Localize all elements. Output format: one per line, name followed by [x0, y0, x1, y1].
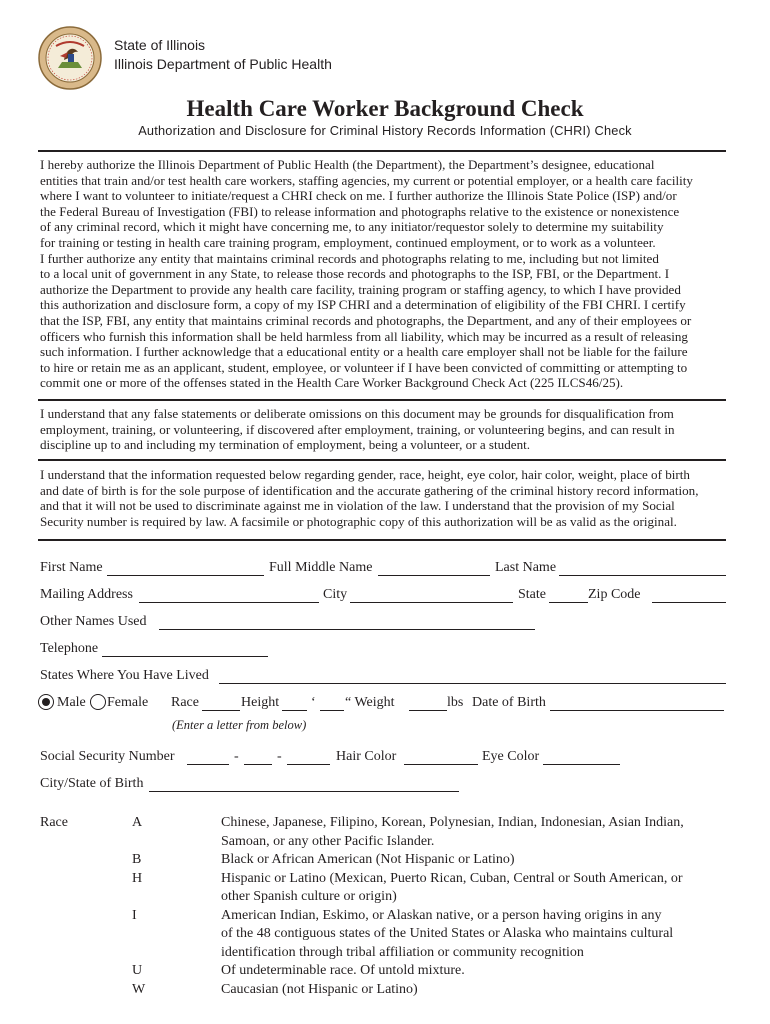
race-description-line: Hispanic or Latino (Mexican, Puerto Rican, Cuban, Central or South American, or — [221, 870, 683, 886]
first-name-label: First Name — [40, 560, 103, 575]
identification-paragraph — [40, 467, 728, 529]
paragraph-line: I hereby authorize the Illinois Department of Public Health (the Department), the Department’s designee, educational — [40, 157, 655, 172]
weight-field[interactable] — [409, 710, 447, 711]
race-description-line: other Spanish culture or origin) — [221, 889, 397, 904]
authorization-paragraph — [40, 157, 728, 391]
zip-label: Zip Code — [588, 587, 641, 602]
paragraph-line: I understand that any false statements or deliberate omissions on this document may be grounds for disqualification from — [40, 406, 674, 421]
ssn-part2-field[interactable] — [244, 764, 272, 765]
department-name: Illinois Department of Public Health — [114, 56, 332, 72]
race-description-line: Black or African American (Not Hispanic or Latino) — [221, 852, 515, 867]
race-label: Race — [171, 695, 199, 710]
middle-name-label: Full Middle Name — [269, 560, 373, 575]
ssn-row — [40, 749, 730, 769]
race-code: B — [132, 852, 142, 867]
last-name-label: Last Name — [495, 560, 557, 575]
other-names-label: Other Names Used — [40, 614, 147, 629]
female-radio[interactable] — [90, 694, 106, 710]
ssn-dash: - — [277, 749, 282, 764]
paragraph-line: entities that train and/or test health care workers, staffing agencies, my current or potential employer, or a health care facility — [40, 172, 693, 188]
agency-block — [114, 36, 332, 74]
selected-dot — [42, 698, 50, 706]
race-description — [221, 870, 721, 907]
divider — [38, 150, 726, 152]
state-name: State of Illinois — [114, 37, 206, 53]
race-description — [221, 851, 721, 870]
paragraph-line: that the ISP, FBI, any entity that maintains criminal records and photographs, the Department, and any of their employees or — [40, 312, 692, 328]
states-lived-row — [40, 668, 730, 688]
male-radio[interactable] — [38, 694, 54, 710]
page-title: Health Care Worker Background Check — [186, 96, 584, 121]
race-description-line: Chinese, Japanese, Filipino, Korean, Polynesian, Indian, Indonesian, Asian Indian, — [221, 815, 684, 830]
female-label: Female — [107, 695, 149, 710]
telephone-label: Telephone — [40, 641, 99, 656]
paragraph-line: of any criminal record, which it might have concerning me, to any initiator/requestor solely to determine my suitability — [40, 219, 664, 235]
divider — [38, 459, 726, 461]
ssn-part1-field[interactable] — [187, 764, 229, 765]
state-field[interactable] — [549, 602, 588, 603]
paragraph-line: where I want to volunteer to initiate/request a CHRI check on me. I further authorize the Illinois State Police (ISP) and/or — [40, 188, 677, 204]
race-code: A — [132, 815, 143, 830]
race-description-line: Caucasian (not Hispanic or Latino) — [221, 981, 418, 997]
ssn-dash: - — [234, 749, 239, 764]
paragraph-line: officers who furnish this information shall be held harmless from all liability, which may be incurred as a result of releasing — [40, 328, 688, 344]
name-row — [40, 560, 730, 580]
divider — [38, 399, 726, 401]
mailing-address-label: Mailing Address — [40, 587, 133, 602]
race-description — [221, 814, 721, 851]
state-label: State — [518, 587, 546, 602]
states-lived-field[interactable] — [219, 683, 726, 684]
paragraph-line: and date of birth is for the sole purpose of identification and the accurate gathering of the criminal history record information, — [40, 482, 699, 498]
race-code: W — [132, 981, 146, 997]
other-names-row — [40, 614, 730, 634]
height-label: Height — [241, 695, 280, 710]
paragraph-line: Security number is required by law. A facsimile or photographic copy of this authorization will be as valid as the original. — [40, 513, 677, 529]
zip-field[interactable] — [652, 602, 726, 603]
race-description-line: Samoan, or any other Pacific Islander. — [221, 833, 435, 849]
paragraph-line: this authorization and disclosure form, a copy of my ISP CHRI and a determination of eligibility of the FBI CHRI. I certify — [40, 297, 686, 313]
dob-field[interactable] — [550, 710, 724, 711]
document-header — [38, 26, 738, 96]
race-code: H — [132, 870, 143, 886]
city-label: City — [323, 587, 348, 602]
other-names-field[interactable] — [159, 629, 535, 630]
page-subtitle: Authorization and Disclosure for Criminal History Records Information (CHRI) Check — [138, 123, 632, 138]
state-seal-icon — [38, 26, 102, 90]
birthplace-label: City/State of Birth — [40, 776, 144, 791]
states-lived-label: States Where You Have Lived — [40, 668, 209, 683]
male-label: Male — [57, 695, 86, 710]
mailing-address-field[interactable] — [139, 602, 319, 603]
height-feet-field[interactable] — [282, 710, 307, 711]
telephone-field[interactable] — [102, 656, 268, 657]
paragraph-line: employment, training, or volunteering, if discovered after employment, training, or volunteering begins, and can result in — [40, 421, 675, 437]
feet-mark: ‘ — [311, 695, 316, 710]
paragraph-line: I understand that the information requested below regarding gender, race, height, eye color, hair color, weight, place of birth — [40, 467, 690, 482]
hair-color-label: Hair Color — [336, 749, 397, 764]
hair-color-field[interactable] — [404, 764, 478, 765]
height-inches-field[interactable] — [320, 710, 344, 711]
demographics-row — [40, 695, 730, 715]
eye-color-field[interactable] — [543, 764, 620, 765]
paragraph-line: to hire or retain me as an applicant, student, employee, or volunteer if I have been convicted of committing or attempting to — [40, 359, 688, 375]
ssn-part3-field[interactable] — [287, 764, 330, 765]
city-field[interactable] — [350, 602, 513, 603]
paragraph-line: and that it will not be used to discriminate against me in violation of the law. I understand that the provision of my Social — [40, 498, 675, 514]
divider — [38, 539, 726, 541]
race-description-line: Of undeterminable race. Of untold mixture. — [221, 963, 465, 978]
race-code: U — [132, 963, 143, 978]
last-name-field[interactable] — [559, 575, 726, 576]
paragraph-line: for training or testing in health care training program, employment, continued employment, or to work as a volunteer. — [40, 234, 656, 250]
address-row — [40, 587, 730, 607]
weight-label: “ Weight — [345, 695, 395, 710]
race-hint: (Enter a letter from below) — [172, 718, 307, 732]
birthplace-field[interactable] — [149, 791, 459, 792]
race-field[interactable] — [202, 710, 240, 711]
paragraph-line: I further authorize any entity that maintains criminal records and photographs relating to me, including but not limited — [40, 250, 659, 266]
race-description — [221, 907, 721, 963]
paragraph-line: the Federal Bureau of Investigation (FBI) to release information and photographs relative to the existence or nonexistence — [40, 203, 680, 219]
paragraph-line: authorize the Department to provide any health care facility, training program or staffing agency, to which I have provided — [40, 281, 681, 297]
false-statements-paragraph — [40, 406, 728, 453]
dob-label: Date of Birth — [472, 695, 546, 710]
ssn-label: Social Security Number — [40, 749, 175, 764]
middle-name-field[interactable] — [378, 575, 490, 576]
race-description-line: American Indian, Eskimo, or Alaskan native, or a person having origins in any — [221, 907, 662, 923]
paragraph-line: to a local unit of government in any State, to release those records and photographs to the ISP, FBI, or the Department. I — [40, 266, 670, 282]
eye-color-label: Eye Color — [482, 749, 540, 764]
race-description-line: of the 48 contiguous states of the United States or Alaska who maintains cultural — [221, 926, 674, 941]
lbs-label: lbs — [447, 695, 464, 710]
race-table-label: Race — [40, 815, 68, 830]
birthplace-row — [40, 776, 730, 796]
paragraph-line: such information. I further acknowledge that a educational entity or a health care employer shall not be liable for the failure — [40, 344, 688, 360]
race-description — [221, 962, 721, 981]
race-description-line: identification through tribal affiliation or community recognition — [221, 944, 584, 960]
paragraph-line: commit one or more of the offenses stated in the Health Care Worker Background Check Act (225 ILCS46/25). — [40, 375, 624, 391]
paragraph-line: discipline up to and including my termination of employment, being a volunteer, or a student. — [40, 437, 531, 453]
race-description — [221, 981, 721, 1000]
race-code: I — [132, 907, 137, 923]
telephone-row — [40, 641, 730, 661]
first-name-field[interactable] — [107, 575, 264, 576]
